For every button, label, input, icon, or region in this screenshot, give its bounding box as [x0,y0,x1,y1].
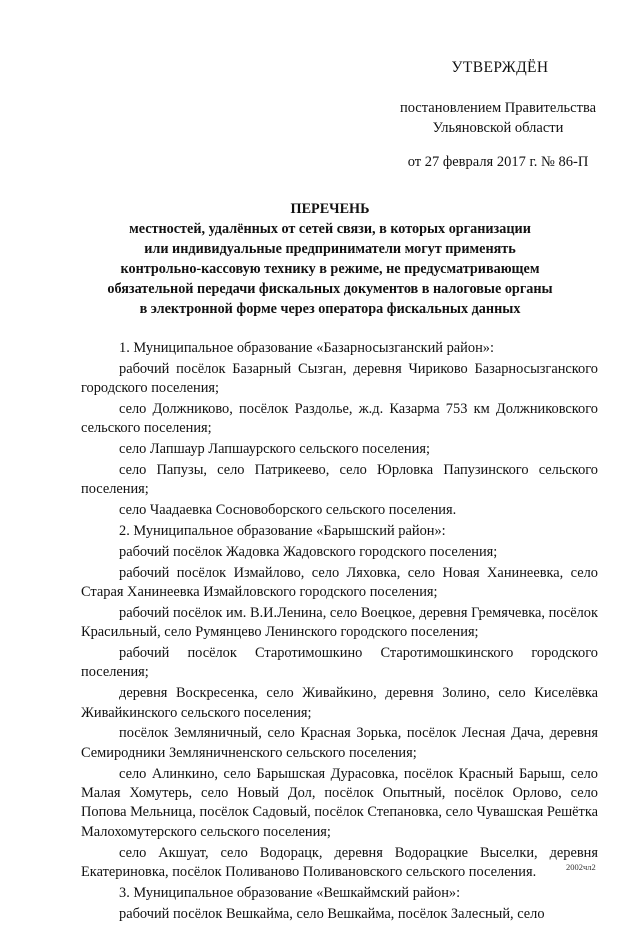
heading-line: местностей, удалённых от сетей связи, в которых организации [129,221,531,237]
heading-line: обязательной передачи фискальных документов в налоговые органы [107,281,553,297]
section-heading: 2. Муниципальное образование «Барышский район»: [119,523,446,539]
heading-line: в электронной форме через оператора фискальных данных [139,301,521,317]
section-heading: 1. Муниципальное образование «Базарносызганский район»: [119,340,494,356]
list-item: село Лапшаур Лапшаурского сельского поселения; [119,441,430,458]
list-item: село Папузы, село Патрикеево, село Юрловка Папузинского сельского поселения; [81,462,598,498]
document-body [81,339,598,925]
list-item: рабочий посёлок Измайлово, село Ляховка, село Новая Ханинеевка, село Старая Ханинеевка Измайловского городского поселения; [81,564,598,600]
list-item: рабочий посёлок Вешкайма, село Вешкайма, посёлок Залесный, село [119,905,545,922]
list-item: рабочий посёлок Базарный Сызган, деревня Чириково Базарносызганского городского поселения; [81,360,598,397]
approval-line-2: Ульяновской области [432,120,564,136]
footer-code: 2002чл2 [566,862,596,872]
heading-title: ПЕРЕЧЕНЬ [290,201,370,217]
heading-line: контрольно-кассовую технику в режиме, не предусматривающем [120,261,540,277]
heading-line: или индивидуальные предприниматели могут применять [144,241,516,257]
approval-title: УТВЕРЖДЁН [451,59,549,76]
approval-date: от 27 февраля 2017 г. № 86-П [407,154,589,170]
list-item: село Акшуат, село Водорацк, деревня Водорацкие Выселки, деревня Екатериновка, посёлок Поливаново Поливановского сельского поселения. [81,844,598,881]
list-item: село Алинкино, село Барышская Дурасовка, посёлок Красный Барыш, село Малая Хомутерь, село Новый Дол, посёлок Опытный, посёлок Орлово, село Попова Мельница, посёлок Садовый, посёлок Степановка, село Чувашская Решётка Малохомутерского сельского поселения; [81,765,599,840]
section-heading: 3. Муниципальное образование «Вешкаймский район»: [119,884,461,901]
list-item: рабочий посёлок им. В.И.Ленина, село Воецкое, деревня Гремячевка, посёлок Красильный, село Румянцево Ленинского городского поселения; [81,604,598,641]
document-heading [100,199,560,319]
list-item: посёлок Земляничный, село Красная Зорька, посёлок Лесная Дача, деревня Семиродники Земляничненского сельского поселения; [81,725,598,761]
approval-line-1: постановлением Правительства [399,100,597,116]
list-item: рабочий посёлок Жадовка Жадовского городского поселения; [119,543,498,560]
list-item: село Чаадаевка Сосновоборского сельского поселения. [119,502,457,519]
approval-block [378,98,618,172]
list-item: рабочий посёлок Старотимошкино Старотимошкинского городского поселения; [81,645,598,681]
list-item: деревня Воскресенка, село Живайкино, деревня Золино, село Киселёвка Живайкинского сельского поселения; [81,685,598,721]
list-item: село Должниково, посёлок Раздолье, ж.д. Казарма 753 км Должниковского сельского поселения; [81,401,598,437]
